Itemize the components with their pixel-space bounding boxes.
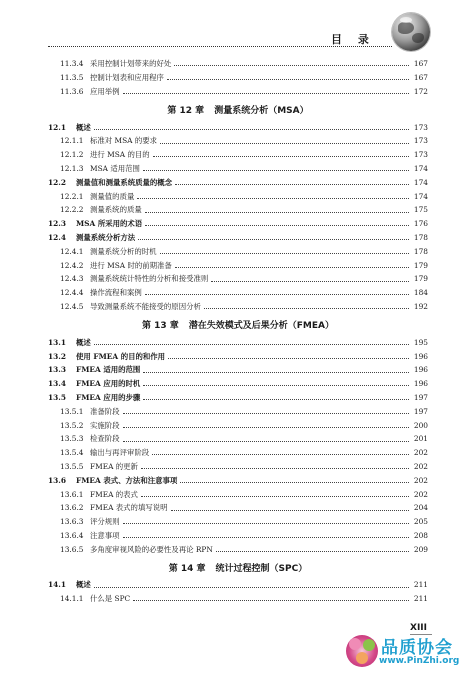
- toc-entry-page: 205: [413, 517, 428, 527]
- toc-entry-page: 197: [413, 392, 428, 402]
- watermark-url: www.PinZhi.org: [379, 656, 460, 666]
- toc-entry[interactable]: [48, 176, 428, 190]
- dot-leader: [123, 441, 409, 442]
- toc-entry[interactable]: [48, 217, 428, 231]
- toc-entry-page: 173: [413, 136, 428, 146]
- toc-entry-page: 179: [413, 260, 428, 270]
- dot-leader: [216, 551, 409, 552]
- dot-leader: [171, 510, 409, 511]
- toc-entry-page: 196: [413, 365, 428, 375]
- toc-entry[interactable]: [48, 148, 428, 162]
- toc-entry-number: 13.2: [48, 351, 67, 361]
- chapter-heading: [48, 556, 428, 578]
- toc-entry[interactable]: [48, 162, 428, 176]
- toc-entry-number: 13.1: [48, 337, 67, 347]
- toc-entry[interactable]: [48, 231, 428, 245]
- toc-entry-number: 13.6.2: [60, 503, 84, 513]
- toc-entry[interactable]: [48, 405, 428, 419]
- toc-entry[interactable]: [48, 189, 428, 203]
- dot-leader: [133, 600, 409, 601]
- toc-entry-page: 174: [413, 163, 428, 173]
- toc-entry[interactable]: [48, 245, 428, 259]
- dot-leader: [153, 156, 409, 157]
- toc-entry-page: 174: [413, 191, 428, 201]
- dot-leader: [204, 308, 409, 309]
- toc-entry-number: 12.1.2: [60, 150, 84, 160]
- dot-leader: [168, 358, 409, 359]
- dot-leader: [141, 496, 409, 497]
- toc-entry-page: 196: [413, 351, 428, 361]
- dot-leader: [160, 253, 409, 254]
- toc-entry[interactable]: [48, 85, 428, 99]
- toc-entry-number: 13.5.4: [60, 448, 84, 458]
- toc-entry-title: 进行 MSA 的目的: [90, 150, 150, 160]
- toc-entry-page: 174: [413, 177, 428, 187]
- header-divider: [48, 46, 392, 47]
- toc-entry-number: 13.5.1: [60, 406, 84, 416]
- toc-entry-title: FMEA 适用的范围: [76, 365, 141, 375]
- dot-leader: [180, 482, 409, 483]
- dot-leader: [160, 143, 409, 144]
- toc-entry[interactable]: [48, 418, 428, 432]
- toc-entry[interactable]: [48, 529, 428, 543]
- dot-leader: [152, 454, 409, 455]
- chapter-title: 统计过程控制（SPC）: [215, 563, 308, 574]
- toc-entry-number: 13.5.5: [60, 461, 84, 471]
- toc-entry-title: 导致测量系统不能接受的原因分析: [90, 301, 201, 311]
- toc-entry-page: 202: [413, 489, 428, 499]
- dot-leader: [143, 399, 409, 400]
- chapter-title: 潜在失效模式及后果分析（FMEA）: [188, 321, 334, 332]
- toc-entry-number: 11.3.6: [60, 86, 84, 96]
- toc-entry-title: 注意事项: [90, 530, 120, 540]
- toc-entry-page: 175: [413, 205, 428, 215]
- dot-leader: [141, 468, 409, 469]
- toc-entry-number: 14.1.1: [60, 594, 84, 604]
- header-title: 目 录: [331, 33, 375, 46]
- dot-leader: [143, 372, 409, 373]
- toc-entry-page: 167: [413, 72, 428, 82]
- toc-entry-title: 测量值和测量系统质量的概念: [76, 177, 173, 187]
- chapter-number: 第 14 章: [168, 563, 206, 574]
- watermark-name: 品质协会: [381, 638, 453, 658]
- dot-leader: [167, 79, 409, 80]
- toc-entry[interactable]: [48, 515, 428, 529]
- dot-leader: [123, 537, 409, 538]
- toc-entry-page: 167: [413, 59, 428, 69]
- toc-entry-title: 测量系统统计特性的分析和接受准则: [90, 274, 209, 284]
- chapter-title: 测量系统分析（MSA）: [214, 105, 309, 116]
- chapter-heading: [48, 314, 428, 336]
- toc-entry-title: 操作流程和案例: [90, 288, 142, 298]
- toc-entry[interactable]: [48, 71, 428, 85]
- chapter-number: 第 12 章: [167, 105, 205, 116]
- toc-entry-page: 173: [413, 122, 428, 132]
- toc-entry-page: 176: [413, 219, 428, 229]
- toc-entry-number: 13.6.5: [60, 544, 84, 554]
- toc-entry-title: 概述: [76, 122, 91, 132]
- toc-entry-page: 178: [413, 246, 428, 256]
- dot-leader: [123, 523, 409, 524]
- toc-entry-number: 11.3.5: [60, 72, 84, 82]
- toc-entry-title: 评分规则: [90, 517, 120, 527]
- toc-entry-number: 12.1.1: [60, 136, 84, 146]
- toc-entry-title: 采用控制计划带来的好处: [90, 59, 172, 69]
- toc-entry-number: 13.5.3: [60, 434, 84, 444]
- toc-entry-number: 13.3: [48, 365, 67, 375]
- toc-entry-number: 12.4.1: [60, 246, 84, 256]
- toc-entry-number: 14.1: [48, 580, 67, 590]
- watermark-logo-icon: [346, 635, 378, 667]
- toc-entry[interactable]: [48, 272, 428, 286]
- toc-entry-title: 准备阶段: [90, 406, 120, 416]
- toc-entry-title: 实施阶段: [90, 420, 120, 430]
- toc-entry-title: FMEA 应用的时机: [76, 379, 141, 389]
- dot-leader: [137, 198, 409, 199]
- toc-entry[interactable]: [48, 487, 428, 501]
- dot-leader: [175, 184, 409, 185]
- toc-entry-number: 13.4: [48, 379, 67, 389]
- toc-entry[interactable]: [48, 300, 428, 314]
- toc-entry[interactable]: [48, 349, 428, 363]
- toc-entry[interactable]: [48, 578, 428, 592]
- toc-entry-page: 178: [413, 232, 428, 242]
- toc-entry-title: 进行 MSA 时的前期准备: [90, 260, 172, 270]
- toc-entry-number: 12.2.2: [60, 205, 84, 215]
- globe-icon: [392, 13, 430, 51]
- toc-entry-number: 12.2.1: [60, 191, 84, 201]
- toc-entry-number: 13.5.2: [60, 420, 84, 430]
- toc-entry-page: 172: [413, 86, 428, 96]
- toc-entry[interactable]: [48, 460, 428, 474]
- dot-leader: [94, 587, 409, 588]
- chapter-number: 第 13 章: [141, 321, 179, 332]
- dot-leader: [123, 427, 409, 428]
- toc-entry-page: 201: [413, 434, 428, 444]
- toc-entry-number: 12.4.5: [60, 301, 84, 311]
- toc-entry[interactable]: [48, 474, 428, 488]
- toc-entry[interactable]: [48, 120, 428, 134]
- toc-entry-title: 控制计划表和应用程序: [90, 72, 164, 82]
- toc-entry-title: FMEA 的更新: [90, 461, 138, 471]
- toc-entry-number: 12.4.3: [60, 274, 84, 284]
- toc-entry[interactable]: [48, 258, 428, 272]
- toc-entry-page: 209: [413, 544, 428, 554]
- toc-entry-number: 13.6: [48, 475, 67, 485]
- toc-entry-number: 11.3.4: [60, 59, 84, 69]
- toc-entry-title: 使用 FMEA 的目的和作用: [76, 351, 166, 361]
- toc-entry[interactable]: [48, 203, 428, 217]
- toc-entry-title: FMEA 表式的填写说明: [90, 503, 168, 513]
- toc-entry[interactable]: [48, 377, 428, 391]
- toc-entry[interactable]: [48, 432, 428, 446]
- chapter-heading: [48, 98, 428, 120]
- toc-entry-number: 13.6.4: [60, 530, 84, 540]
- dot-leader: [145, 225, 409, 226]
- toc-entry-page: 173: [413, 150, 428, 160]
- toc-entry-title: MSA 所采用的术语: [76, 219, 143, 229]
- toc-entry-page: 200: [413, 420, 428, 430]
- toc-entry-page: 211: [413, 580, 428, 590]
- toc-entry-title: 测量系统分析的时机: [90, 246, 157, 256]
- toc-entry[interactable]: [48, 501, 428, 515]
- toc-entry-title: 概述: [76, 580, 91, 590]
- toc-entry-page: 202: [413, 448, 428, 458]
- toc-entry-page: 202: [413, 475, 428, 485]
- dot-leader: [123, 93, 409, 94]
- toc-entry[interactable]: [48, 336, 428, 350]
- toc-entry-page: 179: [413, 274, 428, 284]
- dot-leader: [94, 344, 409, 345]
- toc-entry-page: 195: [413, 337, 428, 347]
- toc-entry-title: 多角度审视风险的必要性及再论 RPN: [90, 544, 213, 554]
- toc-entry-title: 测量系统分析方法: [76, 232, 136, 242]
- dot-leader: [138, 239, 409, 240]
- toc-entry-title: 输出与再评审阶段: [90, 448, 150, 458]
- toc-entry-number: 12.2: [48, 177, 67, 187]
- table-of-contents: [48, 57, 428, 606]
- toc-entry-title: 检查阶段: [90, 434, 120, 444]
- toc-entry-title: MSA 适用范围: [90, 163, 140, 173]
- toc-entry-number: 12.4.4: [60, 288, 84, 298]
- toc-entry[interactable]: [48, 446, 428, 460]
- dot-leader: [145, 294, 409, 295]
- dot-leader: [143, 170, 409, 171]
- dot-leader: [94, 129, 409, 130]
- dot-leader: [175, 267, 409, 268]
- dot-leader: [145, 212, 409, 213]
- toc-entry-title: 标准对 MSA 的要求: [90, 136, 158, 146]
- toc-entry-number: 13.6.1: [60, 489, 84, 499]
- toc-entry-page: 192: [413, 301, 428, 311]
- dot-leader: [211, 281, 409, 282]
- toc-entry-page: 211: [413, 594, 428, 604]
- toc-entry-number: 13.5: [48, 392, 67, 402]
- toc-entry-number: 13.6.3: [60, 517, 84, 527]
- toc-entry-title: 概述: [76, 337, 91, 347]
- toc-entry[interactable]: [48, 543, 428, 557]
- toc-entry-number: 12.4: [48, 232, 67, 242]
- toc-entry[interactable]: [48, 286, 428, 300]
- toc-entry-title: 测量系统的质量: [90, 205, 142, 215]
- toc-entry-title: 测量值的质量: [90, 191, 135, 201]
- toc-entry-number: 12.1: [48, 122, 67, 132]
- dot-leader: [143, 385, 409, 386]
- page-number: XIII: [410, 623, 427, 633]
- toc-entry-page: 202: [413, 461, 428, 471]
- toc-entry-page: 204: [413, 503, 428, 513]
- toc-entry[interactable]: [48, 363, 428, 377]
- toc-entry-number: 12.4.2: [60, 260, 84, 270]
- toc-entry-number: 12.1.3: [60, 163, 84, 173]
- toc-entry-page: 184: [413, 288, 428, 298]
- toc-entry-title: 应用举例: [90, 86, 120, 96]
- toc-entry[interactable]: [48, 57, 428, 71]
- toc-entry-page: 196: [413, 379, 428, 389]
- toc-entry-title: FMEA 应用的步骤: [76, 392, 141, 402]
- toc-entry[interactable]: [48, 391, 428, 405]
- dot-leader: [174, 65, 409, 66]
- toc-entry-title: FMEA 的表式: [90, 489, 138, 499]
- toc-entry-title: 什么是 SPC: [90, 594, 131, 604]
- toc-entry[interactable]: [48, 134, 428, 148]
- toc-entry-number: 12.3: [48, 219, 67, 229]
- toc-entry-page: 208: [413, 530, 428, 540]
- toc-entry[interactable]: [48, 592, 428, 606]
- toc-entry-page: 197: [413, 406, 428, 416]
- toc-entry-title: FMEA 表式、方法和注意事项: [76, 475, 178, 485]
- dot-leader: [123, 413, 409, 414]
